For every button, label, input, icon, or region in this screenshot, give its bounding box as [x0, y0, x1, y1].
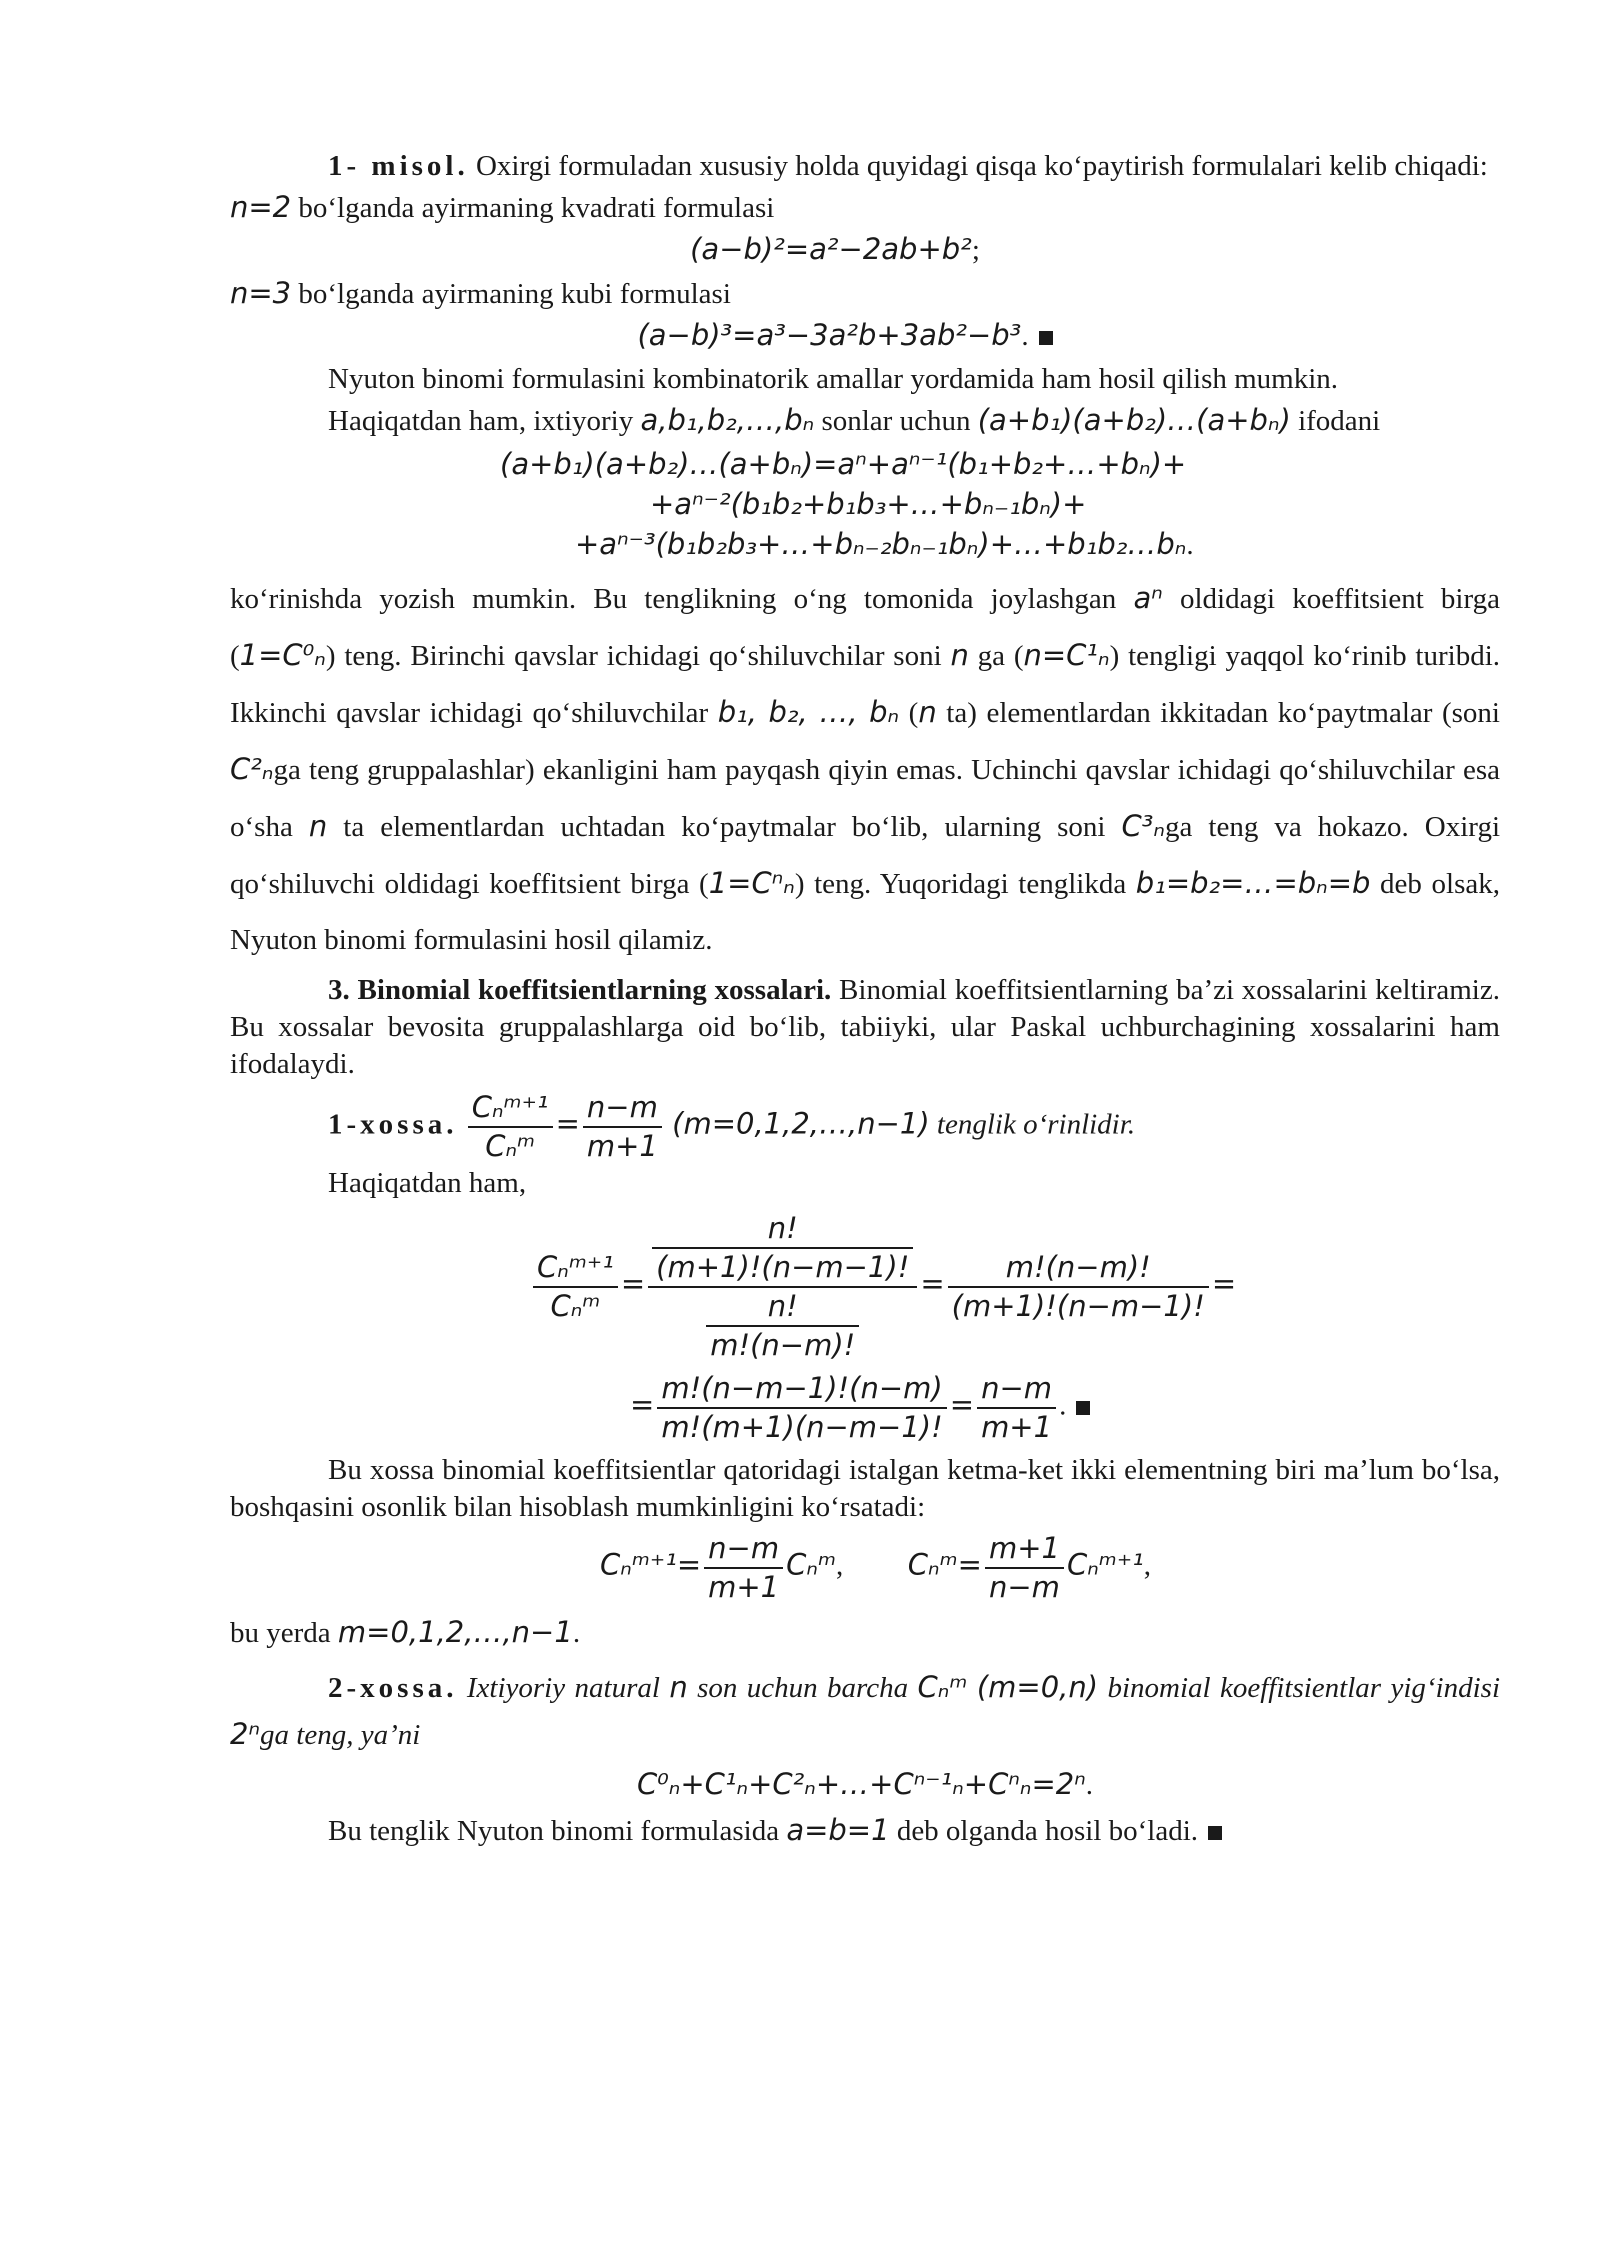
proof-lhs-num: Cₙᵐ⁺¹	[533, 1249, 618, 1288]
f1-den: m+1	[708, 1570, 780, 1604]
nyuton-p2-a: Haqiqatdan ham, ixtiyoriy	[328, 405, 641, 437]
xossa1-lhs-fraction	[468, 1089, 553, 1165]
end-of-proof-mark	[1208, 1826, 1222, 1840]
xossa2-statement	[230, 1664, 1500, 1758]
proof-lhs-den: Cₙᵐ	[550, 1289, 601, 1323]
explain-12: deb olsak, Nyuton binomi formulasini hosil qilamiz.	[230, 868, 1500, 956]
xossa2-sum-formula: C⁰ₙ+C¹ₙ+C²ₙ+…+Cⁿ⁻¹ₙ+Cⁿₙ=2ⁿ	[636, 1767, 1086, 1801]
xossa2-sum-row: C⁰ₙ+C¹ₙ+C²ₙ+…+Cⁿ⁻¹ₙ+Cⁿₙ=2ⁿ.	[636, 1767, 1094, 1801]
explain-n: n	[950, 638, 969, 672]
section3-text: Binomial koeffitsientlarning ba’zi xossalarini keltiramiz. Bu xossalar bevosita gruppalashlarga oid bo‘lib, tabiiyki, ular Paskal uchburchagining xossalarini ham ifodalaydi.	[230, 974, 1500, 1080]
proof-big-den2: m!(n−m)!	[710, 1328, 856, 1362]
xossa2-t3: binomial koeffitsientlar yig‘indisi	[1098, 1672, 1500, 1704]
xossa1-label: 1-xossa.	[328, 1108, 458, 1141]
xossa2-proof-b: deb olganda hosil bo‘ladi.	[889, 1815, 1199, 1847]
explain-cn: 1=Cⁿₙ	[708, 866, 795, 900]
case2-formula: (a−b)³=a³−3a²b+3ab²−b³	[637, 318, 1022, 352]
f1-fraction	[704, 1530, 783, 1606]
proof-mid-num: m!(n−m)!	[948, 1249, 1209, 1288]
nyuton-p2-c: ifodani	[1290, 405, 1381, 437]
f2-den: n−m	[988, 1570, 1060, 1604]
expansion-line-1	[230, 446, 1500, 484]
case1-formula-row: (a−b)²=a²−2ab+b²;	[690, 232, 980, 266]
explain-7: ta) elementlardan ikkitadan ko‘paytmalar (soni	[936, 697, 1500, 729]
section3-heading: 3. Binomial koeffitsientlarning xossalari.	[328, 974, 832, 1006]
explain-11: ) teng. Yuqoridagi tenglikda	[794, 868, 1136, 900]
where-m: m=0,1,2,…,n−1	[337, 1615, 573, 1649]
xossa1-rhs-den: m+1	[586, 1129, 658, 1163]
xossa2-t1: Ixtiyoriy natural	[457, 1672, 670, 1704]
where-line	[230, 1614, 1500, 1652]
expansion-line-2	[230, 486, 1500, 524]
explanation-paragraph	[230, 570, 1500, 968]
expansion-line-3: +aⁿ⁻³(b₁b₂b₃+…+bₙ₋₂bₙ₋₁bₙ)+…+b₁b₂…bₙ.	[575, 527, 1194, 561]
xossa1-rhs-fraction	[583, 1089, 662, 1165]
proof-mid-fraction	[948, 1249, 1209, 1325]
proof-compound-num	[648, 1210, 917, 1288]
nyuton-p2-b: sonlar uchun	[814, 405, 978, 437]
proof-compound-den	[648, 1288, 917, 1364]
misol-label: 1- misol.	[328, 150, 469, 182]
f2-fraction	[985, 1530, 1064, 1606]
proof-compound-fraction	[648, 1210, 917, 1364]
xossa2-proof-a: Bu tenglik Nyuton binomi formulasida	[328, 1815, 787, 1847]
xossa1-usage: Bu xossa binomial koeffitsientlar qatoridagi istalgan ketma-ket ikki elementning biri ma’lum bo‘lsa, boshqasini osonlik bilan hisoblash mumkinligini ko‘rsatadi:	[230, 1454, 1500, 1523]
xossa2-proof	[230, 1812, 1500, 1850]
misol-intro: Oxirgi formuladan xususiy holda quyidagi qisqa ko‘paytirish formulalari kelib chiqadi:	[468, 150, 1488, 182]
xossa1-lhs-num: Cₙᵐ⁺¹	[468, 1089, 553, 1128]
expansion-line-3-text: +aⁿ⁻³(b₁b₂b₃+…+bₙ₋₂bₙ₋₁bₙ)+…+b₁b₂…bₙ	[575, 527, 1187, 561]
proof-l2-fraction	[657, 1370, 946, 1446]
f1-rhs: Cₙᵐ	[786, 1547, 837, 1582]
explain-n2: n	[918, 695, 937, 729]
end-of-proof-mark	[1076, 1401, 1090, 1415]
proof-big-den1: (m+1)!(n−m−1)!	[656, 1250, 910, 1284]
expansion-line-2-text: +aⁿ⁻²(b₁b₂+b₁b₃+…+bₙ₋₁bₙ)+	[650, 487, 1087, 521]
xossa2-pow: 2ⁿ	[230, 1717, 261, 1751]
expansion-block	[230, 446, 1500, 564]
where-dot: .	[572, 1617, 581, 1649]
f2-lhs: Cₙᵐ=	[907, 1547, 982, 1582]
explain-c2: C²ₙ	[230, 752, 274, 786]
proof-l2-rhs-num: n−m	[977, 1370, 1056, 1409]
xossa2-n: n	[669, 1670, 688, 1704]
explain-an: aⁿ	[1133, 581, 1163, 615]
case2-formula-row: (a−b)³=a³−3a²b+3ab²−b³.	[190, 317, 1500, 355]
xossa1-rhs-num: n−m	[583, 1089, 662, 1128]
xossa2-t4: ga teng, ya’ni	[260, 1719, 421, 1751]
xossa1-lhs-den: Cₙᵐ	[485, 1129, 536, 1163]
xossa1-condition: (m=0,1,2,…,n−1)	[672, 1106, 930, 1141]
explain-beq: b₁=b₂=…=bₙ=b	[1135, 866, 1371, 900]
proof-mid-den: (m+1)!(n−m−1)!	[951, 1289, 1205, 1323]
usage-formulas: Cₙᵐ⁺¹= $\frac{n-m}{m+1}$ Cₙᵐ, Cₙᵐ= $\frac{m+1}{n-m}$ Cₙᵐ⁺¹,	[600, 1531, 1152, 1604]
expansion-line-1-text: (a+b₁)(a+b₂)…(a+bₙ)=aⁿ+aⁿ⁻¹(b₁+b₂+…+bₙ)+	[500, 447, 1187, 481]
explain-c3: C³ₙ	[1121, 809, 1165, 843]
where-a: bu yerda	[230, 1617, 338, 1649]
explain-3: ) teng. Birinchi qavslar ichidagi qo‘shiluvchilar soni	[325, 640, 951, 672]
case1-text: bo‘lganda ayirmaning kvadrati formulasi	[291, 192, 775, 224]
case2-line	[230, 275, 1500, 313]
misol-paragraph	[230, 148, 1500, 185]
proof-l2-num: m!(n−m−1)!(n−m)	[657, 1370, 946, 1409]
explain-1: ko‘rinishda yozish mumkin. Bu tenglikning o‘ng tomonida joylashgan	[230, 583, 1134, 615]
xossa2-label: 2-xossa.	[328, 1672, 458, 1704]
nyuton-vars: a,b₁,b₂,…,bₙ	[640, 403, 815, 437]
explain-2: oldidagi koeffitsient birga (	[230, 583, 1500, 672]
nyuton-product: (a+b₁)(a+b₂)…(a+bₙ)	[977, 403, 1291, 437]
xossa2-cm: Cₙᵐ	[917, 1670, 968, 1704]
explain-c0: 1=C⁰ₙ	[239, 638, 326, 672]
f2-num: m+1	[985, 1530, 1064, 1569]
xossa2-t2: son uchun barcha	[687, 1672, 918, 1704]
proof-l2-rhs-fraction	[977, 1370, 1056, 1446]
xossa1-statement: 1-xossa. $\frac{\text{Cₙᵐ⁺¹}}{\text{Cₙᵐ}}$ = $\frac{n-m}{m+1}$ (m=0,1,2,…,n−1) tenglik o‘rinlidir.	[328, 1090, 1136, 1163]
explain-9: ta elementlardan uchtadan ko‘paytmalar bo‘lib, ularning soni	[327, 811, 1122, 843]
xossa2-proof-eq: a=b=1	[786, 1813, 890, 1847]
case2-n: n=3	[230, 276, 292, 310]
explain-c1: n=C¹ₙ	[1023, 638, 1110, 672]
f1-num: n−m	[704, 1530, 783, 1569]
xossa1-proof-intro: Haqiqatdan ham,	[328, 1167, 527, 1199]
explain-bs: b₁, b₂, …, bₙ	[717, 695, 900, 729]
case1-n: n=2	[230, 190, 292, 224]
explain-8: ga teng gruppalashlar) ekanligini ham payqash qiyin emas. Uchinchi qavslar ichidagi qo‘shiluvchilar esa o‘sha	[230, 754, 1500, 843]
explain-4: ga (	[968, 640, 1024, 672]
explain-n3: n	[308, 809, 328, 843]
end-of-proof-mark	[1039, 331, 1053, 345]
proof-big-num: n!	[652, 1210, 913, 1249]
case1-line	[230, 189, 1500, 227]
case2-text: bo‘lganda ayirmaning kubi formulasi	[291, 278, 731, 310]
proof-line-1: $\frac{\text{Cₙᵐ⁺¹}}{\text{Cₙᵐ}}$ = $\frac{\frac{n!}{(m+1)!(n-m-1)!}}{\frac{n!}{m!(n-m)!}}$ = $\frac{m!(n-m)!}{(m+1)!(n-m-1)!}$ =	[230, 1210, 1500, 1364]
explain-5: ) tengligi yaqqol ko‘rinib turibdi. Ikkinchi qavslar ichidagi qo‘shiluvchilar	[230, 640, 1501, 729]
explain-10: ga teng va hokazo. Oxirgi qo‘shiluvchi oldidagi koeffitsient birga (	[230, 811, 1500, 900]
proof-l2-rhs-den: m+1	[981, 1410, 1053, 1444]
case1-formula: (a−b)²=a²−2ab+b²	[690, 232, 972, 266]
proof-small-num: n!	[706, 1288, 859, 1327]
document-page	[230, 148, 1500, 1850]
nyuton-p2	[230, 402, 1500, 440]
nyuton-p1: Nyuton binomi formulasini kombinatorik amallar yordamida ham hosil qilish mumkin.	[328, 363, 1339, 395]
f2-rhs: Cₙᵐ⁺¹	[1066, 1547, 1144, 1582]
proof-line-2: = $\frac{m!(n-m-1)!(n-m)}{m!(m+1)(n-m-1)!}$ = $\frac{n-m}{m+1}$ .	[230, 1370, 1500, 1446]
xossa2-cond: (m=0,n)	[976, 1670, 1099, 1704]
section3-paragraph	[230, 972, 1500, 1083]
proof-l2-den: m!(m+1)(n−m−1)!	[661, 1410, 943, 1444]
explain-6: (	[899, 697, 919, 729]
f1-lhs: Cₙᵐ⁺¹=	[600, 1547, 702, 1582]
xossa1-tail: tenglik o‘rinlidir.	[929, 1108, 1136, 1141]
proof-lhs-fraction	[533, 1249, 618, 1325]
